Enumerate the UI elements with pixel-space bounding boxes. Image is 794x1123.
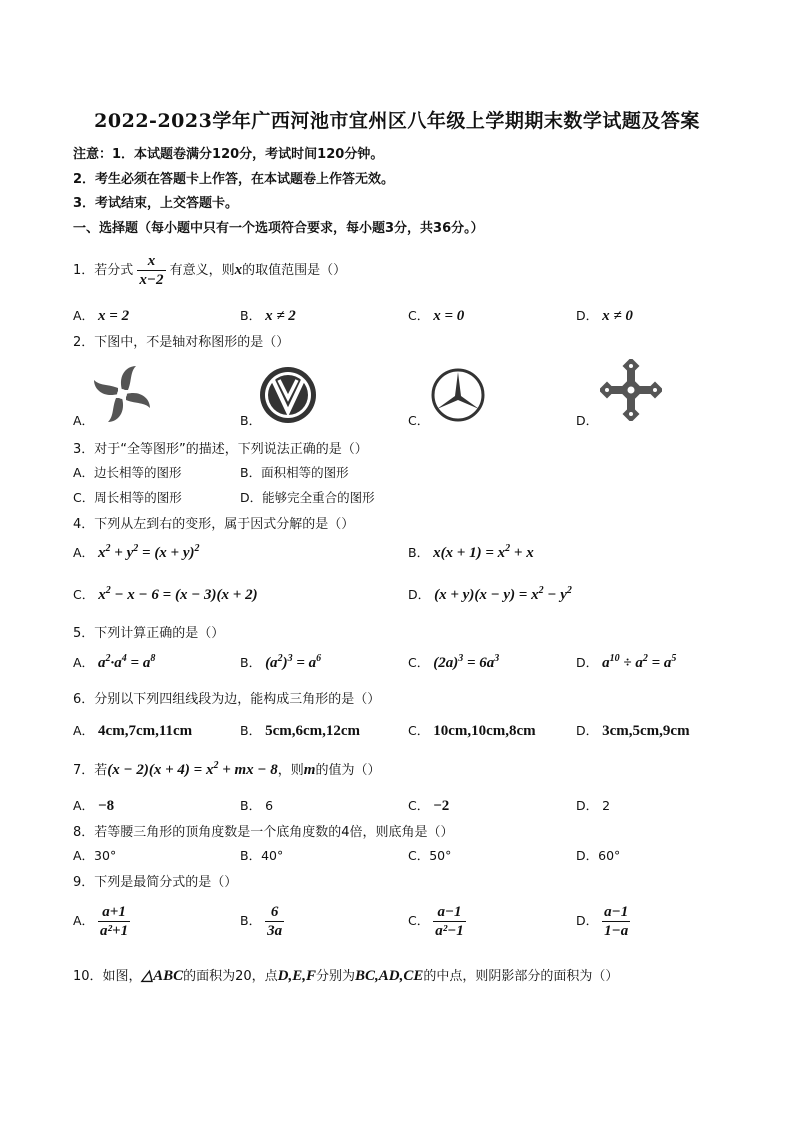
- question-6: 6．分别以下列四组线段为边，能构成三角形的是（）: [73, 692, 381, 707]
- page-title: 2022-2023学年广西河池市宜州区八年级上学期期末数学试题及答案: [94, 110, 700, 132]
- q4-option-b: B． $x(x + 1) = x^2 + x$: [408, 543, 534, 561]
- q5-option-d: D． $a^{10} \div a^2 = a^5$: [576, 653, 677, 671]
- q6-option-a: A． 4cm,7cm,11cm: [73, 723, 193, 739]
- question-8: 8．若等腰三角形的顶角度数是一个底角度数的4倍，则底角是（）: [73, 825, 454, 840]
- q7-option-a: A． −8: [73, 798, 115, 814]
- q3-option-c: C．周长相等的图形: [73, 490, 182, 505]
- q1-option-d: D． x ≠ 0: [576, 308, 633, 324]
- q1-option-a: A． x = 2: [73, 308, 130, 324]
- q2-label-d: D．: [576, 413, 599, 428]
- q6-option-c: C． 10cm,10cm,8cm: [408, 723, 536, 739]
- q8-option-d: D．60°: [576, 848, 621, 863]
- q2-label-b: B．: [240, 413, 262, 428]
- q4-option-a: A． $x^2 + y^2 = (x + y)^2$: [73, 543, 200, 561]
- q2-label-c: C．: [408, 413, 430, 428]
- q3-option-d: D．能够完全重合的图形: [240, 490, 375, 505]
- q3-option-a: A．边长相等的图形: [73, 465, 182, 480]
- question-5: 5．下列计算正确的是（）: [73, 626, 225, 641]
- mercedes-logo-figure: [430, 367, 486, 423]
- q2-label-a: A．: [73, 413, 95, 428]
- q9-option-a: A． $\frac{a+1}{\text{a²+1}}$: [73, 904, 129, 939]
- q9-option-c: C． $\frac{a-1}{\text{a²−1}}$: [408, 904, 464, 939]
- q7-option-d: D． 2: [576, 798, 611, 813]
- cross-ornament-figure: [600, 359, 662, 421]
- q4-option-c: C． $x^2 - x - 6 = (x - 3)(x + 2)$: [73, 585, 258, 603]
- q5-option-a: A． $a^2\cdot a^4 = a^8$: [73, 653, 156, 671]
- question-1: 1．若分式 $\frac{x}{x-2}$ 有意义，则x的取值范围是（）: [73, 253, 347, 288]
- q6-option-b: B． 5cm,6cm,12cm: [240, 723, 361, 739]
- note-1: 注意：1．本试题卷满分120分，考试时间120分钟。: [73, 147, 384, 162]
- q8-option-b: B．40°: [240, 848, 284, 863]
- q5-option-b: B． $(a^2)^3 = a^6$: [240, 653, 322, 671]
- q7-option-b: B． 6: [240, 798, 274, 813]
- question-2: 2．下图中，不是轴对称图形的是（）: [73, 335, 290, 350]
- note-2: 2．考生必须在答题卡上作答，在本试题卷上作答无效。: [73, 172, 395, 187]
- question-7: 7．若$(x - 2)(x + 4) = x^2$ + mx − 8，则m的值为（）: [73, 760, 381, 778]
- q7-option-c: C． −2: [408, 798, 450, 814]
- question-10: 10．如图，△ABC的面积为20，点D,E,F分别为BC,AD,CE的中点，则阴影部分的面积为（）: [73, 968, 619, 984]
- question-4: 4．下列从左到右的变形，属于因式分解的是（）: [73, 517, 355, 532]
- pinwheel-figure: [90, 362, 154, 426]
- question-3: 3．对于“全等图形”的描述，下列说法正确的是（）: [73, 442, 368, 457]
- q9-option-b: B． $\frac{6}{3a}$: [240, 904, 283, 939]
- q8-option-a: A．30°: [73, 848, 117, 863]
- q1-option-b: B． x ≠ 2: [240, 308, 296, 324]
- note-3: 3．考试结束，上交答题卡。: [73, 196, 239, 211]
- q5-option-c: C． $(2a)^3 = 6a^3$: [408, 653, 500, 671]
- q8-option-c: C．50°: [408, 848, 452, 863]
- section-heading: 一、选择题（每小题中只有一个选项符合要求，每小题3分，共36分。）: [73, 221, 484, 236]
- q4-option-d: D． $(x + y)(x - y) = x^2 - y^2$: [408, 585, 572, 603]
- q9-option-d: D． $\frac{a-1}{1-a}$: [576, 904, 629, 939]
- q3-option-b: B．面积相等的图形: [240, 465, 349, 480]
- vw-logo-figure: [259, 366, 317, 424]
- q1-fraction: $\frac{x}{x-2}$: [139, 253, 164, 288]
- q1-option-c: C． x = 0: [408, 308, 465, 324]
- question-9: 9．下列是最简分式的是（）: [73, 875, 238, 890]
- q6-option-d: D． 3cm,5cm,9cm: [576, 723, 690, 739]
